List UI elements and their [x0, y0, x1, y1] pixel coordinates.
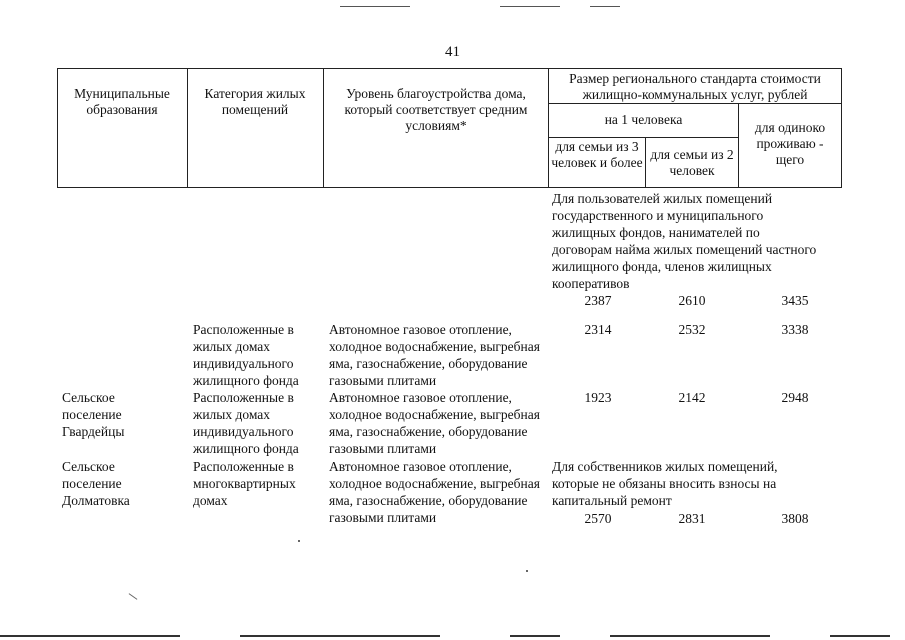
row0-family2: 2610 [678, 293, 706, 308]
page-number: 41 [445, 44, 460, 60]
section1-note: Для пользователей жилых помещений государственного и муниципального жилищных фондов, нанимателей по договорам найма жилых помещений частного жилищного фонда, членов жилищных кооперативов [552, 191, 817, 291]
header-per-person: на 1 человека [604, 112, 683, 127]
header-standard: Размер регионального стандарта стоимости жилищно-коммунальных услуг, рублей [569, 71, 821, 102]
scan-line [500, 6, 560, 7]
row2-level: Автономное газовое отопление, холодное водоснабжение, выгребная яма, газоснабжение, оборудование газовыми плитами [329, 390, 540, 456]
row1-family2: 2532 [678, 322, 706, 337]
row2-family2: 2142 [678, 390, 706, 405]
header-category: Категория жилых помещений [204, 86, 306, 117]
header-family2: для семьи из 2 человек [650, 147, 734, 178]
row2-single: 2948 [781, 390, 809, 405]
header-level: Уровень благоустройства дома, который соответствует средним условиям* [344, 86, 528, 133]
section2-single: 3808 [781, 511, 809, 526]
scan-line [240, 635, 440, 637]
header-municipality: Муниципальные образования [74, 86, 170, 117]
row1-level: Автономное газовое отопление, холодное водоснабжение, выгребная яма, газоснабжение, оборудование газовыми плитами [329, 322, 540, 388]
header-family3: для семьи из 3 человек и более [551, 139, 643, 170]
scan-line [510, 635, 560, 637]
row2-family3: 1923 [584, 390, 612, 405]
section2-municipality: Сельское поселение Долматовка [62, 459, 130, 508]
row2-category: Расположенные в жилых домах индивидуального жилищного фонда [193, 390, 299, 456]
scan-line [610, 635, 770, 637]
speck [526, 570, 528, 572]
section2-family2: 2831 [678, 511, 706, 526]
row2-municipality: Сельское поселение Гвардейцы [62, 390, 125, 439]
scan-line [590, 6, 620, 7]
row0-family3: 2387 [584, 293, 612, 308]
row0-single: 3435 [781, 293, 809, 308]
scan-line [0, 635, 180, 637]
scan-line [830, 635, 890, 637]
section2-family3: 2570 [584, 511, 612, 526]
section2-level: Автономное газовое отопление, холодное водоснабжение, выгребная яма, газоснабжение, оборудование газовыми плитами [329, 459, 540, 525]
speck [298, 540, 300, 542]
scan-line [340, 6, 410, 7]
row1-family3: 2314 [584, 322, 612, 337]
speck [129, 593, 138, 600]
header-single: для одиноко проживаю - щего [754, 120, 826, 167]
section2-category: Расположенные в многоквартирных домах [193, 459, 296, 508]
row1-category: Расположенные в жилых домах индивидуального жилищного фонда [193, 322, 299, 388]
row1-single: 3338 [781, 322, 809, 337]
section2-note: Для собственников жилых помещений, которые не обязаны вносить взносы на капитальный ремонт [552, 459, 778, 508]
